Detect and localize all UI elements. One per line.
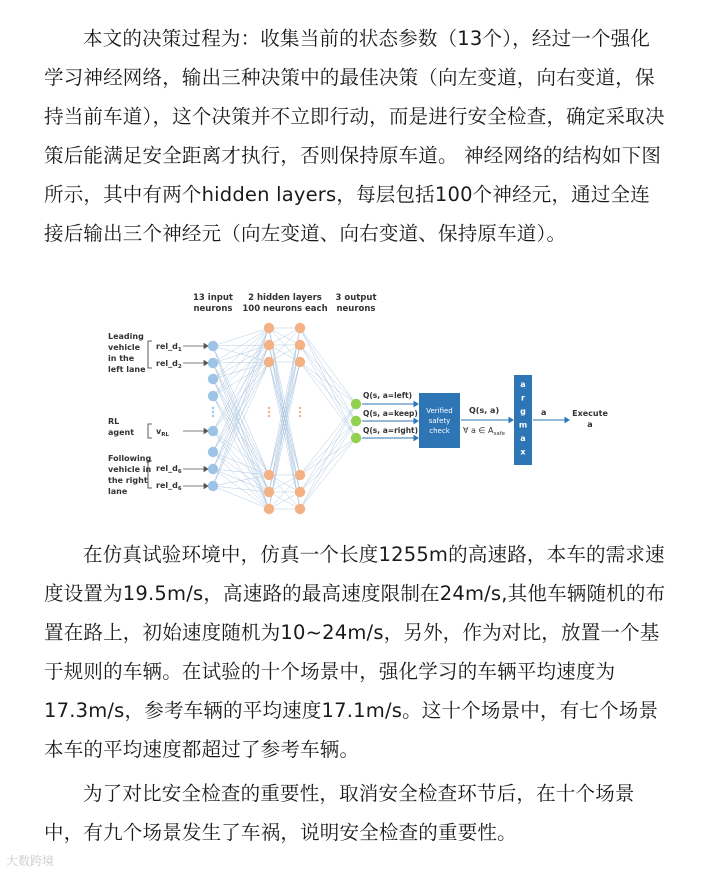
rl-label-2: agent xyxy=(108,428,135,437)
output-neuron xyxy=(351,433,361,443)
hidden-header-line1: 2 hidden layers xyxy=(248,293,322,303)
leading-label-3: in the xyxy=(108,354,135,363)
hidden1-neuron xyxy=(264,323,274,333)
hidden1-neuron xyxy=(264,357,274,367)
argmax-letter: x xyxy=(520,447,526,457)
input-neuron xyxy=(208,447,218,457)
output-header-line1: 3 output xyxy=(335,293,377,303)
following-label-4: lane xyxy=(108,487,128,496)
hidden2-neuron xyxy=(295,357,305,367)
input-neuron xyxy=(208,391,218,401)
following-label-3: the right xyxy=(108,476,148,485)
paragraph-intro: 本文的决策过程为：收集当前的状态参数（13个），经过一个强化学习神经网络，输出三种决策中的最佳决策（向左变道，向右变道，保持当前车道），这个决策并不立即行动，而是进行安全检查，确定采取决策后能满足安全距离才执行，否则保持原车道。 神经网络的结构如下图所示，其中有两个hidden layers，每层包括100个神经元，通过全连接后输出三个神经元（向左变道、向右变道、保持原车道）。 xyxy=(44,27,665,245)
hidden2-neuron xyxy=(295,323,305,333)
input-neuron xyxy=(208,481,218,491)
argmax-letter: a xyxy=(520,380,526,389)
argmax-letter: g xyxy=(520,407,526,416)
input-rel-d2: $rel\_d_2$ xyxy=(156,359,182,370)
hidden1-neuron xyxy=(264,470,274,480)
execute-label-1: Execute xyxy=(572,409,608,418)
argmax-letter: r xyxy=(521,393,525,403)
hidden1-neuron xyxy=(264,504,274,514)
hidden2-neuron xyxy=(295,470,305,480)
input-neuron xyxy=(208,341,218,351)
paragraph-safety: 为了对比安全检查的重要性，取消安全检查环节后，在十个场景中，有九个场景发生了车祸，说明安全检查的重要性。 xyxy=(44,782,635,844)
input-neuron xyxy=(208,426,218,436)
output-neuron xyxy=(351,416,361,426)
input-neuron xyxy=(208,464,218,474)
execute-label-2: a xyxy=(587,420,593,429)
bracket-rl xyxy=(148,424,152,438)
input-header-line2: neurons xyxy=(193,304,233,314)
argmax-letter: a xyxy=(520,434,526,443)
network-edges xyxy=(213,328,356,509)
following-label-1: Following xyxy=(108,454,152,463)
output-header-line2: neurons xyxy=(336,304,376,314)
safety-label-1: Verified xyxy=(426,407,453,415)
argmax-letter: m xyxy=(518,420,528,430)
input-neuron xyxy=(208,374,218,384)
hidden1-neuron xyxy=(264,340,274,350)
following-label-2: vehicle in xyxy=(108,465,152,474)
leading-label-2: vehicle xyxy=(108,343,140,352)
output-q-right: Q(s, a=right) xyxy=(363,426,419,435)
paragraph-simulation: 在仿真试验环境中，仿真一个长度1255m的高速路，本车的需求速度设置为19.5m/s，高速路的最高速度限制在24m/s,其他车辆随机的布置在路上，初始速度随机为10~24m/s，另外，作为对比，放置一个基于规则的车辆。在试验的十个场景中，强化学习的车辆平均速度为17.3m/s，参考车辆的平均速度17.1m/s。这十个场景中，有七个场景本车的平均速度都超过了参考车辆。 xyxy=(44,543,666,761)
input-rel-d1: $rel\_d_1$ xyxy=(156,342,182,353)
action-label: a xyxy=(541,408,547,417)
watermark: 大数跨境 xyxy=(6,854,55,868)
hidden2-neuron xyxy=(295,340,305,350)
input-header-line1: 13 input xyxy=(193,293,233,303)
forall-label: ∀ a ∈ $A_{safe}$ xyxy=(463,426,506,437)
bracket-leading xyxy=(148,341,152,368)
hidden2-neuron xyxy=(295,504,305,514)
input-v-rl: $v_{RL}$ xyxy=(156,427,169,438)
input-rel-d6-a: $rel\_d_6$ xyxy=(156,464,182,475)
hidden2-neuron xyxy=(295,487,305,497)
output-neuron xyxy=(351,399,361,409)
input-neuron xyxy=(208,358,218,368)
qsa-label: Q(s, a) xyxy=(469,406,500,415)
leading-label-1: Leading xyxy=(108,332,144,341)
safety-label-3: check xyxy=(429,427,450,435)
safety-label-2: safety xyxy=(428,417,451,425)
hidden1-neuron xyxy=(264,487,274,497)
output-q-left: Q(s, a=left) xyxy=(363,391,413,400)
leading-label-4: left lane xyxy=(108,365,146,374)
input-rel-d6-b: $rel\_d_6$ xyxy=(156,481,182,492)
neural-network-figure xyxy=(100,286,620,518)
hidden-header-line2: 100 neurons each xyxy=(242,304,328,314)
output-q-keep: Q(s, a=keep) xyxy=(363,409,418,418)
rl-label-1: RL xyxy=(108,417,120,426)
